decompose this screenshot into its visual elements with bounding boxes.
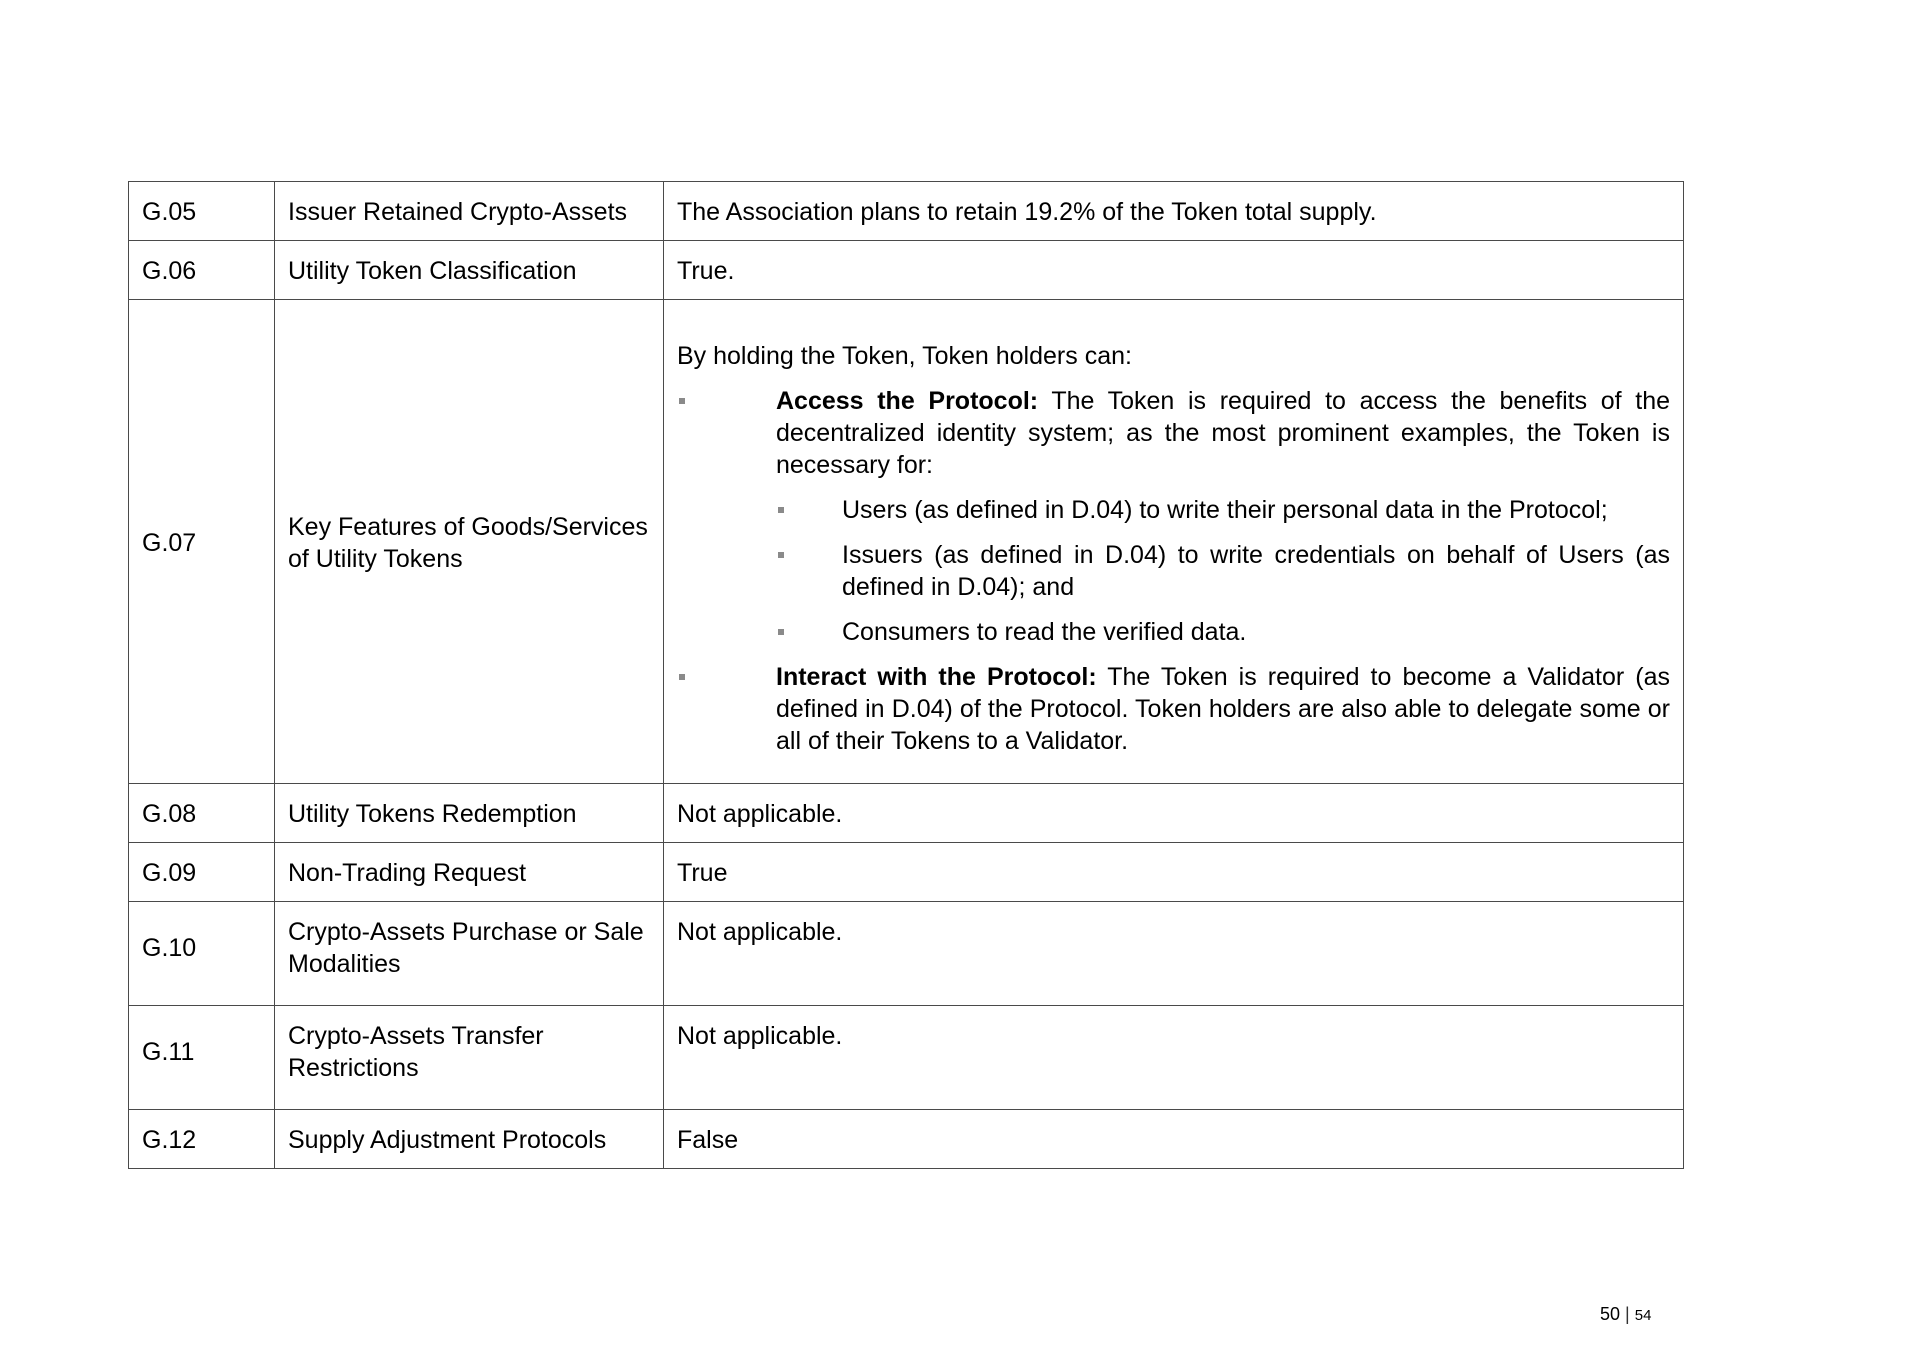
square-bullet-icon (679, 674, 685, 680)
page-separator: | (1625, 1304, 1630, 1324)
bullet-text: The Token is required to access the benefits of the decentralized identity system; as the most prominent examples, the Token is necessary for: (776, 387, 1670, 479)
list-item (677, 616, 1670, 648)
row-id: G.12 (129, 1110, 275, 1169)
table-row-g11 (129, 1006, 1684, 1110)
page-current: 50 (1600, 1304, 1621, 1324)
row-field-label: Crypto-Assets Purchase or Sale Modalities (275, 902, 664, 1006)
table-row-g12 (129, 1110, 1684, 1169)
sub-bullet-text: Users (as defined in D.04) to write their personal data in the Protocol; (842, 496, 1608, 524)
sub-bullet-text: Issuers (as defined in D.04) to write credentials on behalf of Users (as defined in D.04); and (842, 541, 1670, 601)
features-intro: By holding the Token, Token holders can: (677, 342, 1132, 370)
page-number (1600, 1304, 1651, 1326)
list-item (677, 494, 1670, 526)
row-id: G.05 (129, 182, 275, 241)
square-bullet-icon (778, 629, 784, 635)
square-bullet-icon (778, 507, 784, 513)
row-content: Not applicable. (664, 902, 1684, 1006)
bullet-lead: Access the Protocol: (776, 387, 1039, 415)
row-content: True (664, 843, 1684, 902)
page-total: 54 (1634, 1307, 1652, 1324)
bullet-lead: Interact with the Protocol: (776, 663, 1097, 691)
square-bullet-icon (778, 552, 784, 558)
row-content: Not applicable. (664, 1006, 1684, 1110)
row-field-label: Utility Tokens Redemption (275, 784, 664, 843)
row-id: G.08 (129, 784, 275, 843)
list-item (677, 661, 1670, 757)
row-id: G.09 (129, 843, 275, 902)
row-field-label: Issuer Retained Crypto-Assets (275, 182, 664, 241)
square-bullet-icon (679, 398, 685, 404)
row-content: The Association plans to retain 19.2% of the Token total supply. (664, 182, 1684, 241)
table-row-g10 (129, 902, 1684, 1006)
row-field-label: Supply Adjustment Protocols (275, 1110, 664, 1169)
sub-bullet-text: Consumers to read the verified data. (842, 618, 1247, 646)
table-row-g09 (129, 843, 1684, 902)
row-id: G.10 (129, 902, 275, 1006)
row-content: Not applicable. (664, 784, 1684, 843)
disclosure-table (128, 181, 1684, 1169)
row-field-label: Utility Token Classification (275, 241, 664, 300)
list-item (677, 385, 1670, 481)
row-content: True. (664, 241, 1684, 300)
row-content (664, 300, 1684, 784)
row-field-label: Key Features of Goods/Services of Utility Tokens (275, 300, 664, 784)
row-id: G.11 (129, 1006, 275, 1110)
table-row-g07 (129, 300, 1684, 784)
row-id: G.07 (129, 300, 275, 784)
row-content: False (664, 1110, 1684, 1169)
table-row-g08 (129, 784, 1684, 843)
bullet-text: The Token is required to become a Validator (as defined in D.04) of the Protocol. Token holders are also able to delegate some or all of their Tokens to a Validator. (776, 663, 1670, 755)
table-row-g06 (129, 241, 1684, 300)
list-item (677, 539, 1670, 603)
row-field-label: Non-Trading Request (275, 843, 664, 902)
row-id: G.06 (129, 241, 275, 300)
row-field-label: Crypto-Assets Transfer Restrictions (275, 1006, 664, 1110)
table-row-g05 (129, 182, 1684, 241)
